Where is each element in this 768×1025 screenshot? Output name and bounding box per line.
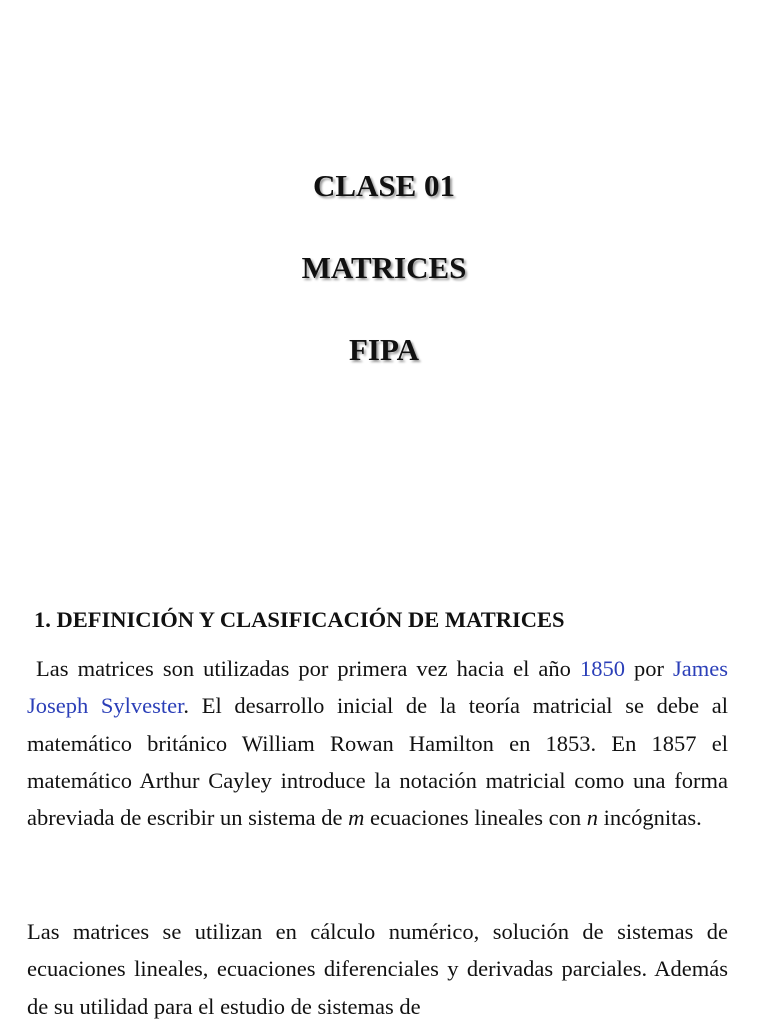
variable-n: n	[586, 805, 599, 831]
document-title-topic: MATRICES	[301, 250, 467, 285]
paragraph-text: ecuaciones lineales con	[364, 805, 587, 831]
paragraph-text: incógnitas.	[598, 805, 702, 831]
link-year-1850[interactable]: 1850	[579, 656, 625, 681]
link-james-joseph-sylvester[interactable]: James Joseph Sylvester	[27, 656, 728, 719]
paragraph-history	[27, 650, 728, 836]
paragraph-applications: Las matrices se utilizan en cálculo numérico, solución de sistemas de ecuaciones lineales, ecuaciones diferenciales y derivadas parciales. Además de su utilidad para el estudio de sistemas de	[27, 919, 728, 1019]
paragraph-text: por	[624, 656, 673, 681]
paragraph-text: . El desarrollo inicial de la teoría matricial se debe al matemático británico William Rowan Hamilton en 1853. En 1857 el matemático Arthur Cayley introduce la notación matricial como una forma abreviada de escribir un sistema de	[27, 693, 729, 831]
document-title-institution: FIPA	[348, 332, 420, 367]
section-heading: 1. DEFINICIÓN Y CLASIFICACIÓN DE MATRICES	[34, 607, 565, 632]
variable-m: m	[348, 805, 365, 831]
paragraph-text: Las matrices son utilizadas por primera vez hacia el año	[36, 656, 580, 681]
document-title-clase: CLASE 01	[312, 168, 456, 203]
